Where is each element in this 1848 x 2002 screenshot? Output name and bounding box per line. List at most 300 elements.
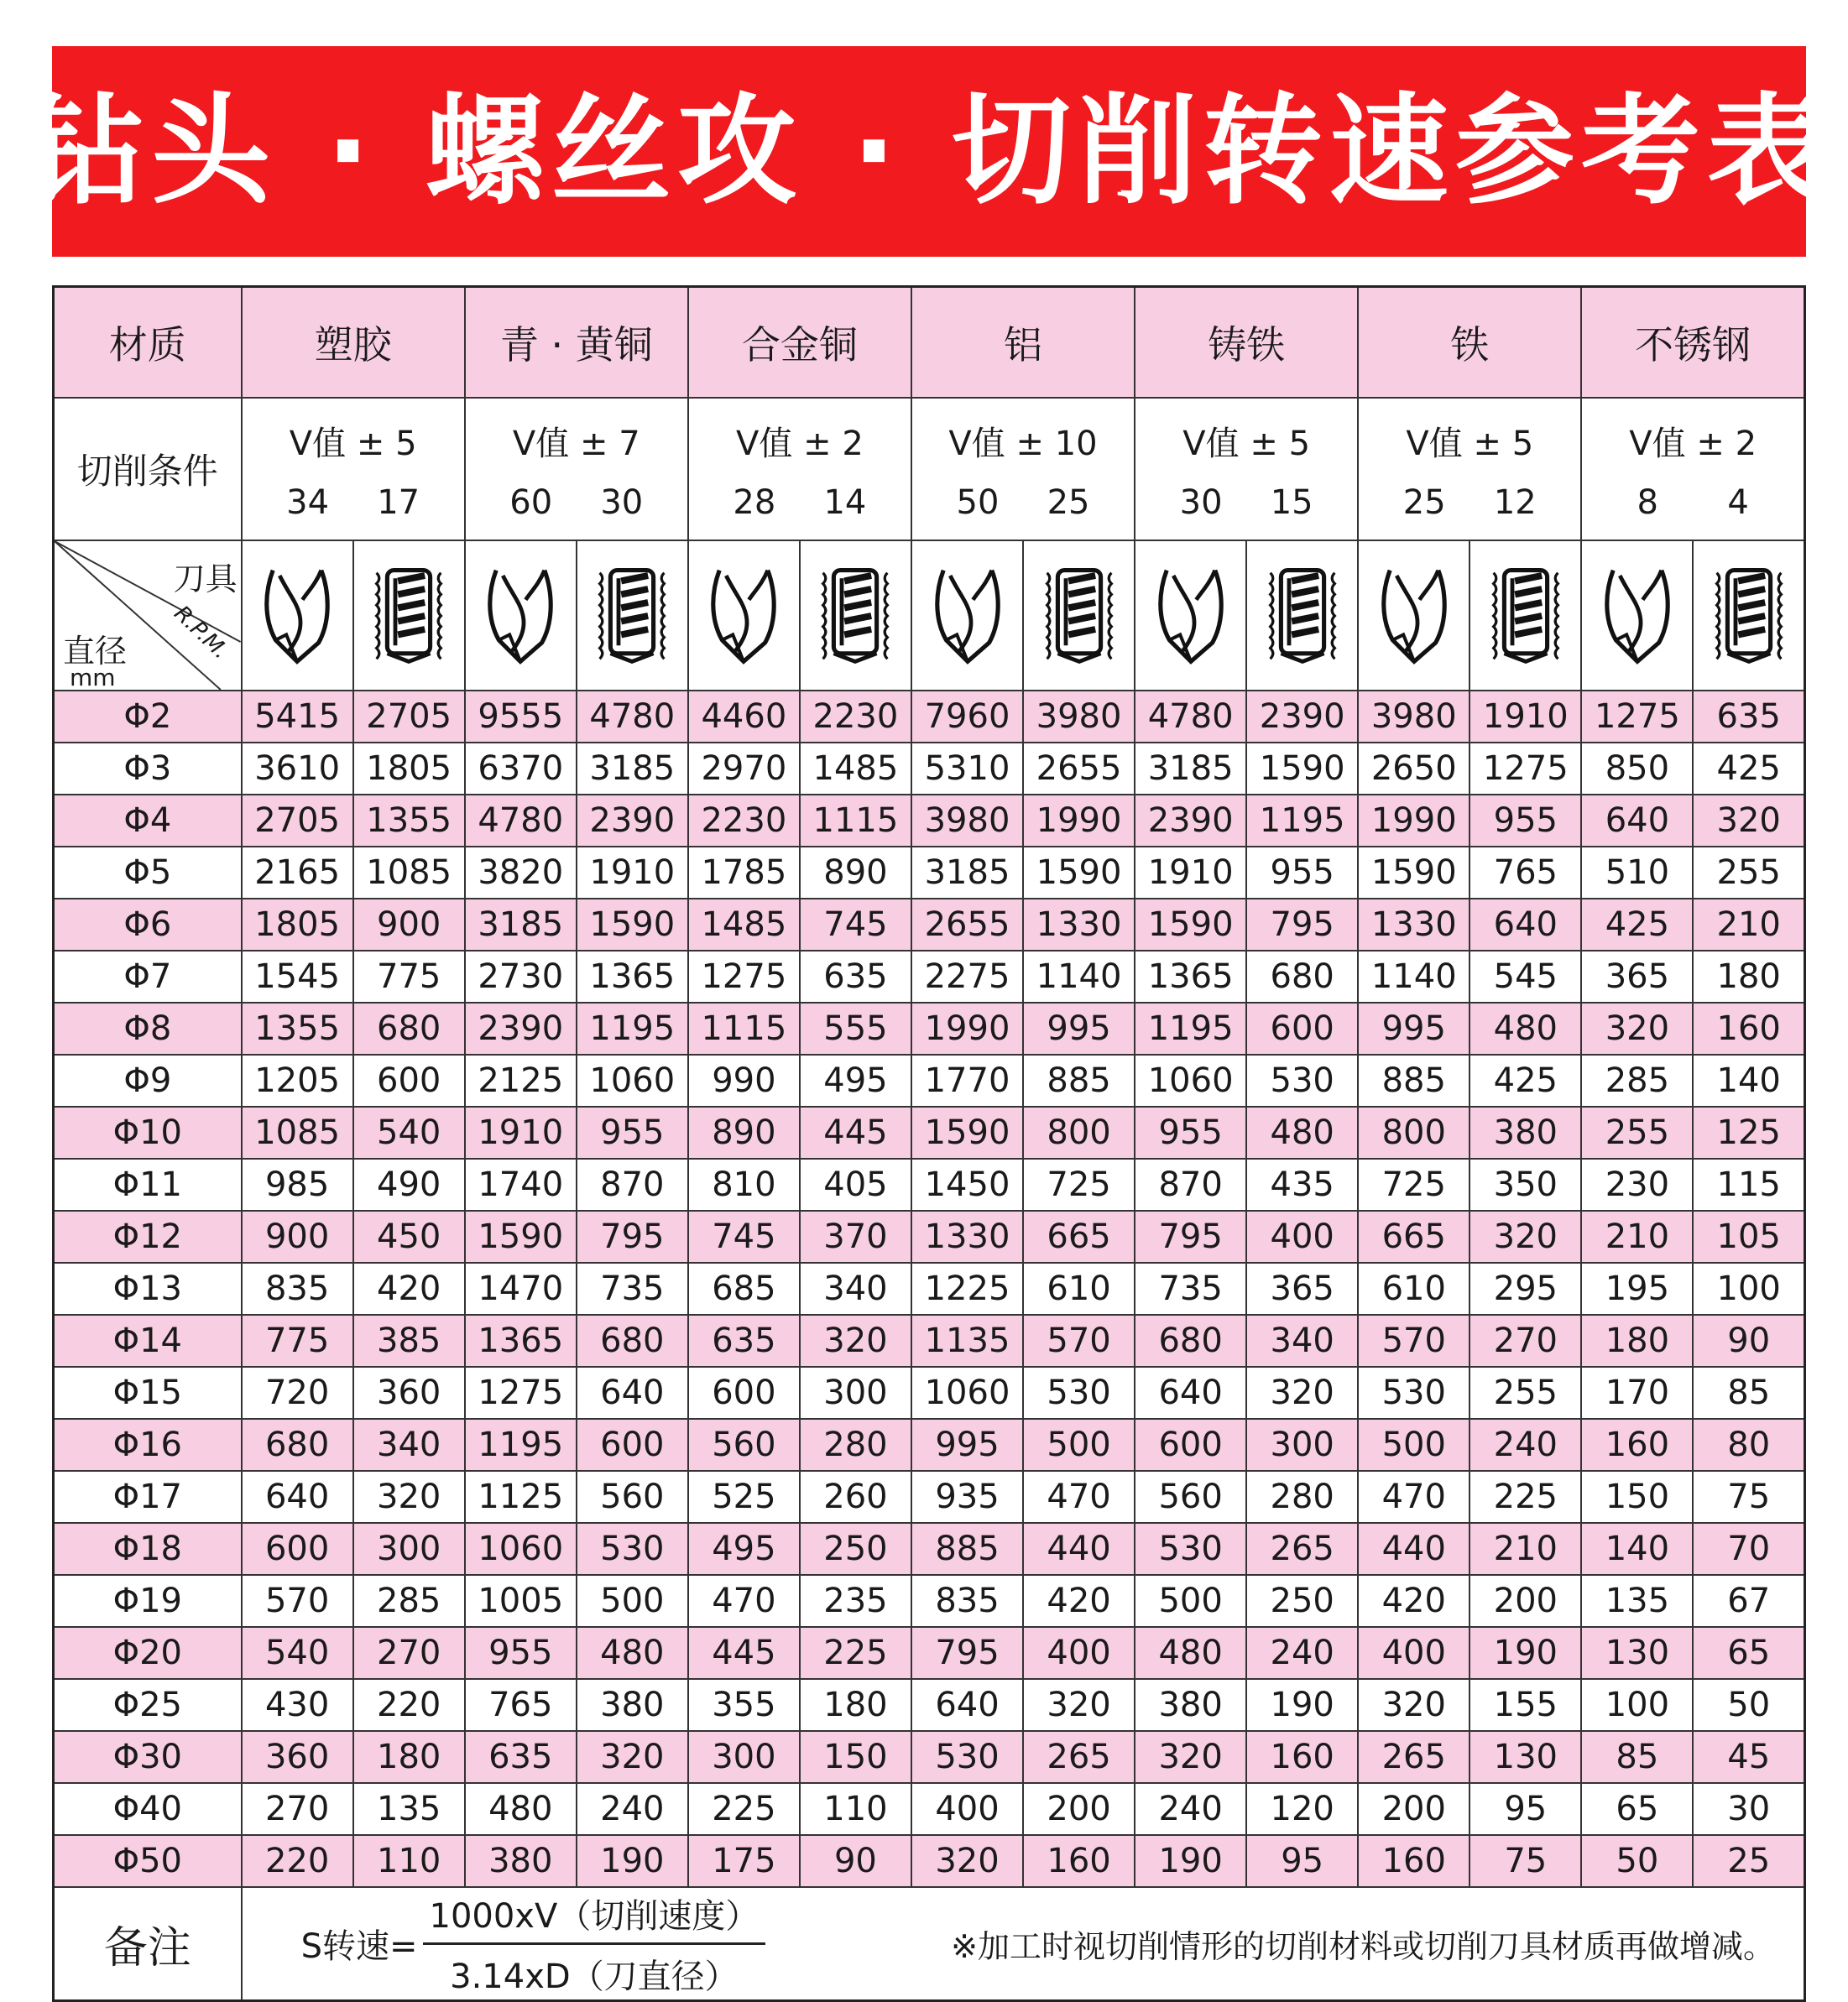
rpm-cell: 1590 bbox=[465, 1211, 577, 1263]
rpm-cell: 745 bbox=[800, 899, 911, 951]
drill-cutting-speed: 60 bbox=[509, 482, 553, 522]
rpm-cell: 570 bbox=[1023, 1315, 1135, 1367]
rpm-cell: 255 bbox=[1470, 1367, 1581, 1419]
tool-icon-row bbox=[54, 540, 1805, 691]
rpm-cell: 2390 bbox=[1246, 691, 1358, 743]
diameter-cell: Φ2 bbox=[54, 691, 242, 743]
tap-cutting-speed: 14 bbox=[823, 482, 867, 522]
rpm-cell: 225 bbox=[688, 1783, 800, 1835]
rpm-cell: 320 bbox=[577, 1731, 688, 1783]
rpm-cell: 1330 bbox=[911, 1211, 1023, 1263]
rpm-cell: 525 bbox=[688, 1471, 800, 1523]
rpm-cell: 175 bbox=[688, 1835, 800, 1887]
diameter-cell: Φ6 bbox=[54, 899, 242, 951]
rpm-cell: 110 bbox=[353, 1835, 465, 1887]
rpm-cell: 3610 bbox=[242, 743, 353, 795]
rpm-cell: 1135 bbox=[911, 1315, 1023, 1367]
rpm-cell: 260 bbox=[800, 1471, 911, 1523]
note-row bbox=[54, 1887, 1805, 2001]
rpm-cell: 135 bbox=[353, 1783, 465, 1835]
table-row bbox=[54, 847, 1805, 899]
rpm-cell: 2705 bbox=[242, 795, 353, 847]
rpm-cell: 600 bbox=[577, 1419, 688, 1471]
rpm-cell: 2970 bbox=[688, 743, 800, 795]
rpm-cell: 795 bbox=[1246, 899, 1358, 951]
rpm-cell: 250 bbox=[800, 1523, 911, 1575]
rpm-cell: 75 bbox=[1470, 1835, 1581, 1887]
rpm-cell: 530 bbox=[1246, 1055, 1358, 1107]
rpm-cell: 190 bbox=[1135, 1835, 1246, 1887]
rpm-cell: 680 bbox=[242, 1419, 353, 1471]
rpm-cell: 530 bbox=[1135, 1523, 1246, 1575]
rpm-cell: 320 bbox=[1135, 1731, 1246, 1783]
diameter-cell: Φ3 bbox=[54, 743, 242, 795]
rpm-cell: 600 bbox=[242, 1523, 353, 1575]
table-row bbox=[54, 795, 1805, 847]
condition-row bbox=[54, 398, 1805, 540]
rpm-cell: 3185 bbox=[577, 743, 688, 795]
tap-icon bbox=[801, 561, 911, 670]
material-name: 铝 bbox=[911, 287, 1135, 399]
rpm-cell: 635 bbox=[800, 951, 911, 1003]
rpm-cell: 360 bbox=[242, 1731, 353, 1783]
rpm-cell: 1545 bbox=[242, 951, 353, 1003]
rpm-cell: 470 bbox=[1023, 1471, 1135, 1523]
rpm-cell: 995 bbox=[1023, 1003, 1135, 1055]
rpm-cell: 180 bbox=[353, 1731, 465, 1783]
rpm-cell: 610 bbox=[1023, 1263, 1135, 1315]
rpm-cell: 745 bbox=[688, 1211, 800, 1263]
rpm-cell: 300 bbox=[800, 1367, 911, 1419]
rpm-cell: 530 bbox=[1358, 1367, 1470, 1419]
rpm-cell: 850 bbox=[1581, 743, 1693, 795]
rpm-cell: 1275 bbox=[688, 951, 800, 1003]
rpm-cell: 235 bbox=[800, 1575, 911, 1627]
rpm-cell: 1140 bbox=[1023, 951, 1135, 1003]
rpm-cell: 200 bbox=[1358, 1783, 1470, 1835]
diameter-cell: Φ40 bbox=[54, 1783, 242, 1835]
rpm-cell: 1060 bbox=[911, 1367, 1023, 1419]
drill-icon-cell bbox=[242, 540, 353, 691]
diameter-cell: Φ17 bbox=[54, 1471, 242, 1523]
v-value: V值 ± 5 bbox=[1406, 424, 1534, 463]
rpm-cell: 50 bbox=[1581, 1835, 1693, 1887]
rpm-cell: 1275 bbox=[1470, 743, 1581, 795]
title-banner bbox=[25, 46, 1833, 257]
rpm-cell: 190 bbox=[1246, 1679, 1358, 1731]
rpm-cell: 1060 bbox=[577, 1055, 688, 1107]
rpm-cell: 560 bbox=[577, 1471, 688, 1523]
table-row bbox=[54, 1055, 1805, 1107]
rpm-cell: 370 bbox=[800, 1211, 911, 1263]
table-row bbox=[54, 1107, 1805, 1159]
drill-icon bbox=[912, 561, 1022, 670]
table-row bbox=[54, 743, 1805, 795]
v-value: V值 ± 5 bbox=[289, 424, 417, 463]
rpm-cell: 640 bbox=[911, 1679, 1023, 1731]
drill-icon bbox=[1582, 561, 1692, 670]
rpm-cell: 765 bbox=[465, 1679, 577, 1731]
rpm-cell: 1085 bbox=[242, 1107, 353, 1159]
rpm-cell: 570 bbox=[1358, 1315, 1470, 1367]
tap-icon-cell bbox=[1246, 540, 1358, 691]
rpm-cell: 320 bbox=[800, 1315, 911, 1367]
rpm-cell: 67 bbox=[1693, 1575, 1804, 1627]
condition-header-label: 切削条件 bbox=[54, 398, 242, 540]
rpm-cell: 4460 bbox=[688, 691, 800, 743]
rpm-cell: 105 bbox=[1693, 1211, 1804, 1263]
drill-icon bbox=[243, 561, 352, 670]
rpm-cell: 425 bbox=[1581, 899, 1693, 951]
rpm-cell: 775 bbox=[242, 1315, 353, 1367]
diameter-cell: Φ5 bbox=[54, 847, 242, 899]
note-content bbox=[243, 1890, 1804, 1998]
table-row bbox=[54, 1575, 1805, 1627]
rpm-cell: 265 bbox=[1023, 1731, 1135, 1783]
rpm-cell: 250 bbox=[1246, 1575, 1358, 1627]
rpm-cell: 380 bbox=[465, 1835, 577, 1887]
rpm-cell: 100 bbox=[1581, 1679, 1693, 1731]
cutting-condition-cell bbox=[911, 398, 1135, 540]
rpm-cell: 1990 bbox=[1358, 795, 1470, 847]
rpm-cell: 1195 bbox=[465, 1419, 577, 1471]
rpm-cell: 3980 bbox=[1023, 691, 1135, 743]
rpm-cell: 1060 bbox=[1135, 1055, 1246, 1107]
rpm-cell: 95 bbox=[1246, 1835, 1358, 1887]
rpm-cell: 1470 bbox=[465, 1263, 577, 1315]
rpm-cell: 680 bbox=[577, 1315, 688, 1367]
diameter-cell: Φ16 bbox=[54, 1419, 242, 1471]
rpm-cell: 1365 bbox=[465, 1315, 577, 1367]
drill-cutting-speed: 28 bbox=[733, 482, 776, 522]
rpm-cell: 870 bbox=[1135, 1159, 1246, 1211]
drill-cutting-speed: 8 bbox=[1637, 482, 1658, 522]
cutting-speed-pair bbox=[466, 483, 687, 522]
rpm-cell: 140 bbox=[1581, 1523, 1693, 1575]
rpm-cell: 405 bbox=[800, 1159, 911, 1211]
rpm-cell: 685 bbox=[688, 1263, 800, 1315]
rpm-cell: 180 bbox=[1693, 951, 1804, 1003]
rpm-cell: 450 bbox=[353, 1211, 465, 1263]
rpm-cell: 2390 bbox=[465, 1003, 577, 1055]
rpm-cell: 560 bbox=[1135, 1471, 1246, 1523]
cutting-speed-pair bbox=[689, 483, 911, 522]
rpm-cell: 430 bbox=[242, 1679, 353, 1731]
rpm-cell: 890 bbox=[688, 1107, 800, 1159]
rpm-cell: 435 bbox=[1246, 1159, 1358, 1211]
rpm-cell: 225 bbox=[1470, 1471, 1581, 1523]
rpm-cell: 955 bbox=[465, 1627, 577, 1679]
rpm-cell: 4780 bbox=[577, 691, 688, 743]
rpm-cell: 500 bbox=[1135, 1575, 1246, 1627]
rpm-cell: 800 bbox=[1358, 1107, 1470, 1159]
rpm-cell: 380 bbox=[1470, 1107, 1581, 1159]
tap-cutting-speed: 30 bbox=[600, 482, 644, 522]
rpm-cell: 555 bbox=[800, 1003, 911, 1055]
rpm-cell: 530 bbox=[1023, 1367, 1135, 1419]
rpm-cell: 1590 bbox=[1023, 847, 1135, 899]
rpm-cell: 1990 bbox=[911, 1003, 1023, 1055]
rpm-cell: 600 bbox=[1135, 1419, 1246, 1471]
rpm-cell: 130 bbox=[1581, 1627, 1693, 1679]
rpm-cell: 300 bbox=[1246, 1419, 1358, 1471]
rpm-cell: 480 bbox=[1246, 1107, 1358, 1159]
rpm-cell: 230 bbox=[1581, 1159, 1693, 1211]
rpm-cell: 3820 bbox=[465, 847, 577, 899]
rpm-cell: 1195 bbox=[1246, 795, 1358, 847]
tap-icon bbox=[1024, 561, 1134, 670]
rpm-cell: 200 bbox=[1470, 1575, 1581, 1627]
tap-icon bbox=[1694, 561, 1804, 670]
rpm-cell: 350 bbox=[1470, 1159, 1581, 1211]
rpm-cell: 180 bbox=[1581, 1315, 1693, 1367]
rpm-cell: 160 bbox=[1246, 1731, 1358, 1783]
rpm-cell: 3980 bbox=[1358, 691, 1470, 743]
rpm-cell: 985 bbox=[242, 1159, 353, 1211]
rpm-cell: 1805 bbox=[242, 899, 353, 951]
rpm-cell: 265 bbox=[1358, 1731, 1470, 1783]
diameter-cell: Φ30 bbox=[54, 1731, 242, 1783]
rpm-cell: 3185 bbox=[911, 847, 1023, 899]
rpm-cell: 1365 bbox=[577, 951, 688, 1003]
rpm-cell: 200 bbox=[1023, 1783, 1135, 1835]
diameter-cell: Φ50 bbox=[54, 1835, 242, 1887]
rpm-cell: 725 bbox=[1023, 1159, 1135, 1211]
rpm-cell: 530 bbox=[911, 1731, 1023, 1783]
rpm-cell: 1590 bbox=[1246, 743, 1358, 795]
rpm-cell: 2655 bbox=[1023, 743, 1135, 795]
rpm-cell: 900 bbox=[353, 899, 465, 951]
rpm-cell: 6370 bbox=[465, 743, 577, 795]
table-row bbox=[54, 1367, 1805, 1419]
rpm-cell: 265 bbox=[1246, 1523, 1358, 1575]
rpm-cell: 400 bbox=[1358, 1627, 1470, 1679]
rpm-cell: 425 bbox=[1470, 1055, 1581, 1107]
rpm-cell: 85 bbox=[1693, 1367, 1804, 1419]
rpm-cell: 70 bbox=[1693, 1523, 1804, 1575]
rpm-cell: 5310 bbox=[911, 743, 1023, 795]
table-row bbox=[54, 1471, 1805, 1523]
diameter-cell: Φ14 bbox=[54, 1315, 242, 1367]
drill-cutting-speed: 50 bbox=[956, 482, 1000, 522]
rpm-cell: 1770 bbox=[911, 1055, 1023, 1107]
rpm-cell: 495 bbox=[800, 1055, 911, 1107]
rpm-cell: 75 bbox=[1693, 1471, 1804, 1523]
rpm-cell: 2275 bbox=[911, 951, 1023, 1003]
rpm-cell: 495 bbox=[688, 1523, 800, 1575]
rpm-cell: 1085 bbox=[353, 847, 465, 899]
rpm-cell: 1365 bbox=[1135, 951, 1246, 1003]
rpm-cell: 3980 bbox=[911, 795, 1023, 847]
v-value: V值 ± 5 bbox=[1182, 424, 1311, 463]
tap-icon bbox=[1470, 561, 1580, 670]
rpm-cell: 900 bbox=[242, 1211, 353, 1263]
diameter-cell: Φ11 bbox=[54, 1159, 242, 1211]
rpm-cell: 365 bbox=[1581, 951, 1693, 1003]
note-remark: ※加工时视切削情形的切削材料或切削刀具材质再做增减。 bbox=[951, 1928, 1775, 1965]
diameter-cell: Φ10 bbox=[54, 1107, 242, 1159]
diameter-cell: Φ19 bbox=[54, 1575, 242, 1627]
rpm-cell: 5415 bbox=[242, 691, 353, 743]
rpm-cell: 885 bbox=[1358, 1055, 1470, 1107]
diameter-cell: Φ13 bbox=[54, 1263, 242, 1315]
rpm-cell: 610 bbox=[1358, 1263, 1470, 1315]
rpm-cell: 600 bbox=[353, 1055, 465, 1107]
rpm-cell: 1275 bbox=[465, 1367, 577, 1419]
rpm-cell: 835 bbox=[911, 1575, 1023, 1627]
rpm-cell: 680 bbox=[353, 1003, 465, 1055]
rpm-cell: 95 bbox=[1470, 1783, 1581, 1835]
table-row bbox=[54, 951, 1805, 1003]
rpm-cell: 1910 bbox=[1135, 847, 1246, 899]
rpm-cell: 635 bbox=[1693, 691, 1804, 743]
drill-icon-cell bbox=[688, 540, 800, 691]
table-row bbox=[54, 1523, 1805, 1575]
rpm-cell: 270 bbox=[1470, 1315, 1581, 1367]
tap-icon-cell bbox=[1023, 540, 1135, 691]
rpm-cell: 955 bbox=[1135, 1107, 1246, 1159]
rpm-cell: 425 bbox=[1693, 743, 1804, 795]
rpm-cell: 255 bbox=[1581, 1107, 1693, 1159]
cutting-condition-cell bbox=[1581, 398, 1804, 540]
rpm-cell: 995 bbox=[911, 1419, 1023, 1471]
rpm-cell: 300 bbox=[353, 1523, 465, 1575]
rpm-cell: 480 bbox=[465, 1783, 577, 1835]
rpm-cell: 120 bbox=[1246, 1783, 1358, 1835]
rpm-cell: 170 bbox=[1581, 1367, 1693, 1419]
v-value: V值 ± 10 bbox=[948, 424, 1098, 463]
rpm-cell: 240 bbox=[1470, 1419, 1581, 1471]
rpm-cell: 640 bbox=[1135, 1367, 1246, 1419]
rpm-cell: 30 bbox=[1693, 1783, 1804, 1835]
rpm-cell: 135 bbox=[1581, 1575, 1693, 1627]
rpm-cell: 870 bbox=[577, 1159, 688, 1211]
rpm-cell: 990 bbox=[688, 1055, 800, 1107]
rpm-cell: 725 bbox=[1358, 1159, 1470, 1211]
rpm-cell: 635 bbox=[688, 1315, 800, 1367]
rpm-cell: 385 bbox=[353, 1315, 465, 1367]
rpm-cell: 340 bbox=[800, 1263, 911, 1315]
rpm-cell: 2125 bbox=[465, 1055, 577, 1107]
rpm-cell: 445 bbox=[688, 1627, 800, 1679]
rpm-cell: 500 bbox=[1023, 1419, 1135, 1471]
tap-icon-cell bbox=[1470, 540, 1581, 691]
rpm-cell: 210 bbox=[1581, 1211, 1693, 1263]
rpm-cell: 2165 bbox=[242, 847, 353, 899]
rpm-cell: 400 bbox=[1246, 1211, 1358, 1263]
rpm-cell: 340 bbox=[1246, 1315, 1358, 1367]
rpm-cell: 835 bbox=[242, 1263, 353, 1315]
rpm-cell: 7960 bbox=[911, 691, 1023, 743]
corner-diameter-label: 直径 bbox=[63, 633, 128, 670]
rpm-cell: 220 bbox=[242, 1835, 353, 1887]
rpm-cell: 1450 bbox=[911, 1159, 1023, 1211]
rpm-cell: 2655 bbox=[911, 899, 1023, 951]
tap-icon bbox=[577, 561, 687, 670]
rpm-cell: 470 bbox=[1358, 1471, 1470, 1523]
tap-cutting-speed: 12 bbox=[1493, 482, 1537, 522]
rpm-formula bbox=[301, 1890, 766, 1998]
note-label: 备注 bbox=[54, 1887, 242, 2001]
corner-header bbox=[54, 540, 242, 691]
rpm-cell: 360 bbox=[353, 1367, 465, 1419]
table-row bbox=[54, 1627, 1805, 1679]
rpm-cell: 1355 bbox=[353, 795, 465, 847]
rpm-cell: 320 bbox=[911, 1835, 1023, 1887]
rpm-cell: 125 bbox=[1693, 1107, 1804, 1159]
note-content-cell bbox=[242, 1887, 1805, 2001]
rpm-cell: 1005 bbox=[465, 1575, 577, 1627]
rpm-cell: 3185 bbox=[465, 899, 577, 951]
diameter-cell: Φ15 bbox=[54, 1367, 242, 1419]
cutting-condition-cell bbox=[242, 398, 465, 540]
rpm-cell: 440 bbox=[1023, 1523, 1135, 1575]
rpm-cell: 720 bbox=[242, 1367, 353, 1419]
rpm-cell: 420 bbox=[353, 1263, 465, 1315]
rpm-cell: 735 bbox=[577, 1263, 688, 1315]
rpm-cell: 445 bbox=[800, 1107, 911, 1159]
diameter-cell: Φ8 bbox=[54, 1003, 242, 1055]
rpm-cell: 300 bbox=[688, 1731, 800, 1783]
rpm-cell: 500 bbox=[1358, 1419, 1470, 1471]
rpm-cell: 1740 bbox=[465, 1159, 577, 1211]
rpm-cell: 160 bbox=[1023, 1835, 1135, 1887]
cutting-condition-cell bbox=[465, 398, 688, 540]
rpm-cell: 570 bbox=[242, 1575, 353, 1627]
rpm-cell: 955 bbox=[577, 1107, 688, 1159]
rpm-cell: 160 bbox=[1358, 1835, 1470, 1887]
rpm-cell: 255 bbox=[1693, 847, 1804, 899]
rpm-cell: 1910 bbox=[1470, 691, 1581, 743]
rpm-cell: 65 bbox=[1693, 1627, 1804, 1679]
rpm-cell: 540 bbox=[353, 1107, 465, 1159]
rpm-cell: 765 bbox=[1470, 847, 1581, 899]
rpm-cell: 150 bbox=[800, 1731, 911, 1783]
drill-icon bbox=[1359, 561, 1469, 670]
tap-icon-cell bbox=[800, 540, 911, 691]
rpm-cell: 320 bbox=[1023, 1679, 1135, 1731]
rpm-cell: 680 bbox=[1135, 1315, 1246, 1367]
rpm-cell: 115 bbox=[1693, 1159, 1804, 1211]
rpm-cell: 2390 bbox=[1135, 795, 1246, 847]
rpm-cell: 420 bbox=[1358, 1575, 1470, 1627]
table-row bbox=[54, 691, 1805, 743]
rpm-cell: 90 bbox=[1693, 1315, 1804, 1367]
rpm-cell: 400 bbox=[911, 1783, 1023, 1835]
rpm-cell: 885 bbox=[1023, 1055, 1135, 1107]
table-row bbox=[54, 1679, 1805, 1731]
v-value: V值 ± 2 bbox=[1629, 424, 1757, 463]
rpm-cell: 100 bbox=[1693, 1263, 1804, 1315]
rpm-cell: 225 bbox=[800, 1627, 911, 1679]
table-row bbox=[54, 1783, 1805, 1835]
rpm-cell: 320 bbox=[1693, 795, 1804, 847]
rpm-cell: 1910 bbox=[577, 847, 688, 899]
cutting-speed-pair bbox=[912, 483, 1134, 522]
rpm-cell: 2390 bbox=[577, 795, 688, 847]
rpm-cell: 1485 bbox=[688, 899, 800, 951]
drill-cutting-speed: 34 bbox=[286, 482, 330, 522]
rpm-cell: 470 bbox=[688, 1575, 800, 1627]
drill-icon-cell bbox=[911, 540, 1023, 691]
drill-cutting-speed: 25 bbox=[1402, 482, 1446, 522]
table-row bbox=[54, 1159, 1805, 1211]
cutting-condition-cell bbox=[1135, 398, 1358, 540]
rpm-cell: 150 bbox=[1581, 1471, 1693, 1523]
rpm-cell: 1195 bbox=[577, 1003, 688, 1055]
rpm-cell: 795 bbox=[911, 1627, 1023, 1679]
formula-lhs: S转速= bbox=[300, 1927, 418, 1966]
